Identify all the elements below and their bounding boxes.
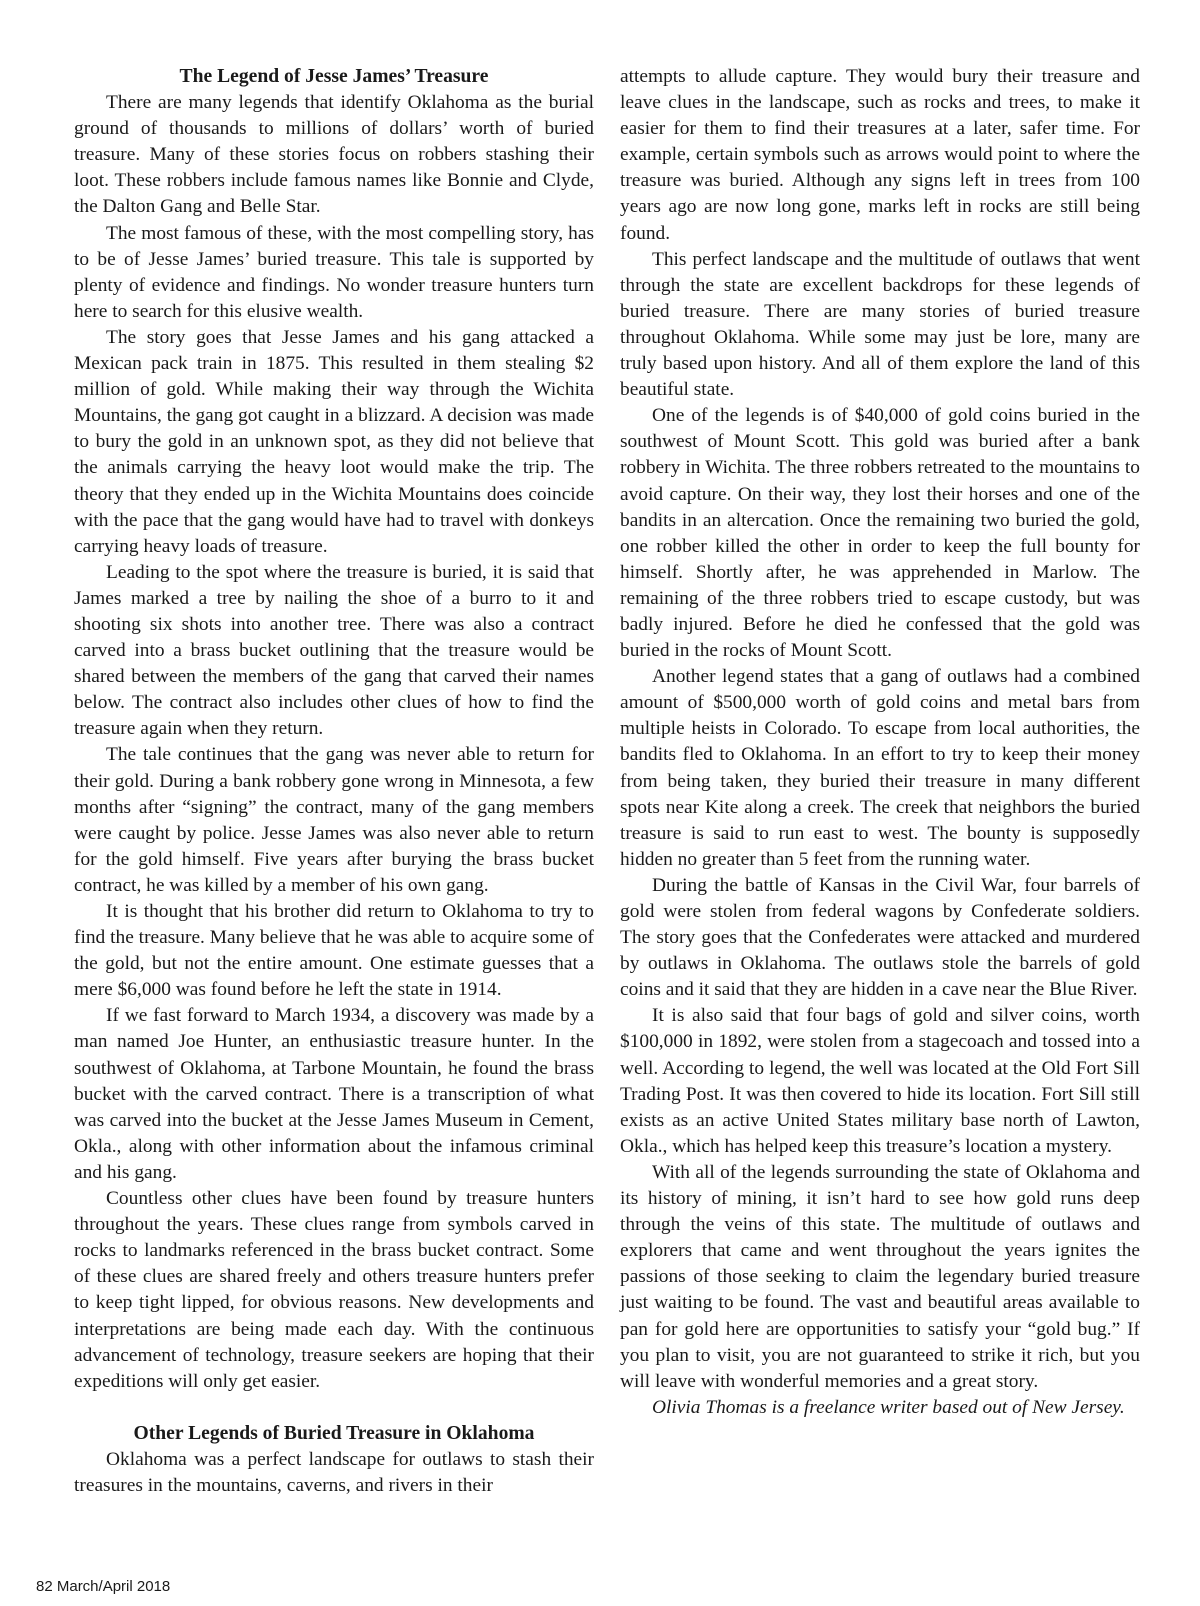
- left-column: [74, 64, 594, 1499]
- body-paragraph: The most famous of these, with the most compelling story, has to be of Jesse James’ buried treasure. This tale is supported by plenty of evidence and findings. No wonder treasure hunters turn here to search for this elusive wealth.: [74, 222, 594, 322]
- page-folio: 82 March/April 2018: [36, 1578, 171, 1595]
- body-paragraph: Countless other clues have been found by treasure hunters throughout the years. These clues range from symbols carved in rocks to landmarks referenced in the brass bucket contract. Some of these clues are shared freely and others treasure hunters prefer to keep tight lipped, for obvious reasons. New developments and interpretations are being made each day. With the continuous advancement of technology, treasure seekers are hoping that their expeditions will only get easier.: [74, 1188, 594, 1392]
- body-paragraph: There are many legends that identify Oklahoma as the burial ground of thousands to millions of dollars’ worth of buried treasure. Many of these stories focus on robbers stashing their loot. These robbers include famous names like Bonnie and Clyde, the Dalton Gang and Belle Star.: [74, 92, 594, 218]
- body-paragraph: This perfect landscape and the multitude of outlaws that went through the state are excellent backdrops for these legends of buried treasure. There are many stories of buried treasure throughout Oklahoma. While some may just be lore, many are truly based upon history. And all of them explore the land of this beautiful state.: [620, 248, 1140, 401]
- body-paragraph: One of the legends is of $40,000 of gold coins buried in the southwest of Mount Scott. This gold was buried after a bank robbery in Wichita. The three robbers retreated to the mountains to avoid capture. On their way, they lost their horses and one of the bandits in an altercation. Once the remaining two buried the gold, one robber killed the other in order to keep the full bounty for himself. Shortly after, he was apprehended in Marlow. The remaining of the three robbers tried to escape custody, but was badly injured. Before he died he confessed that the gold was buried in the rocks of Mount Scott.: [620, 405, 1140, 662]
- body-paragraph: Leading to the spot where the treasure is buried, it is said that James marked a tree by nailing the shoe of a burro to it and shooting six shots into another tree. There was also a contract carved into a brass bucket outlining that the treasure would be shared between the members of the gang that carved their names below. The contract also includes other clues of how to find the treasure again when they return.: [74, 561, 594, 740]
- body-paragraph: If we fast forward to March 1934, a discovery was made by a man named Joe Hunter, an enthusiastic treasure hunter. In the southwest of Oklahoma, at Tarbone Mountain, he found the brass bucket with the carved contract. There is a transcription of what was carved into the bucket at the Jesse James Museum in Cement, Okla., along with other information about the infamous criminal and his gang.: [74, 1005, 594, 1183]
- body-paragraph: Another legend states that a gang of outlaws had a combined amount of $500,000 worth of gold coins and metal bars from multiple heists in Colorado. To escape from local authorities, the bandits fled to Oklahoma. In an effort to try to keep their money from being taken, they buried their treasure in many different spots near Kite along a creek. The creek that neighbors the buried treasure is said to run east to west. The bounty is supposedly hidden no greater than 5 feet from the running water.: [620, 666, 1140, 870]
- continued-paragraph: attempts to allude capture. They would bury their treasure and leave clues in the landscape, such as rocks and trees, to make it easier for them to find their treasures at a later, safer time. For example, certain symbols such as arrows would point to where the treasure was buried. Although any signs left in trees from 100 years ago are now long gone, marks left in rocks are still being found.: [620, 66, 1140, 244]
- section-subheading: Other Legends of Buried Treasure in Oklahoma: [133, 1422, 535, 1444]
- right-column: [620, 64, 1140, 1421]
- article-title: The Legend of Jesse James’ Treasure: [179, 66, 489, 87]
- body-paragraph: It is thought that his brother did return to Oklahoma to try to find the treasure. Many believe that he was able to acquire some of the gold, but not the entire amount. One estimate guesses that a mere $6,000 was found before he left the state in 1914.: [74, 901, 594, 1001]
- body-paragraph: The story goes that Jesse James and his gang attacked a Mexican pack train in 1875. This resulted in them stealing $2 million of gold. While making their way through the Wichita Mountains, the gang got caught in a blizzard. A decision was made to bury the gold in an unknown spot, as they did not believe that the animals carrying the heavy loot would make the trip. The theory that they ended up in the Wichita Mountains does coincide with the pace that the gang would have had to travel with donkeys carrying heavy loads of treasure.: [74, 326, 594, 557]
- body-paragraph: Oklahoma was a perfect landscape for outlaws to stash their treasures in the mountains, caverns, and rivers in their: [74, 1448, 594, 1496]
- body-paragraph: It is also said that four bags of gold and silver coins, worth $100,000 in 1892, were stolen from a stagecoach and tossed into a well. According to legend, the well was located at the Old Fort Sill Trading Post. It was then covered to hide its location. Fort Sill still exists as an active United States military base north of Lawton, Okla., which has helped keep this treasure’s location a mystery.: [620, 1005, 1140, 1157]
- body-paragraph: During the battle of Kansas in the Civil War, four barrels of gold were stolen from federal wagons by Confederate soldiers. The story goes that the Confederates were attacked and murdered by outlaws in Oklahoma. The outlaws stole the barrels of gold coins and it said that they are hidden in a cave near the Blue River.: [620, 874, 1140, 1001]
- author-byline: Olivia Thomas is a freelance writer based out of New Jersey.: [652, 1396, 1125, 1418]
- body-paragraph: With all of the legends surrounding the state of Oklahoma and its history of mining, it isn’t hard to see how gold runs deep through the veins of this state. The multitude of outlaws and explorers that came and went throughout the years ignites the passions of those seeking to claim the legendary buried treasure just waiting to be found. The vast and beautiful areas available to pan for gold here are opportunities to satisfy your “gold bug.” If you plan to visit, you are not guaranteed to strike it rich, but you will leave with wonderful memories and a great story.: [620, 1161, 1140, 1392]
- body-paragraph: The tale continues that the gang was never able to return for their gold. During a bank robbery gone wrong in Minnesota, a few months after “signing” the contract, many of the gang members were caught by police. Jesse James was also never able to return for the gold himself. Five years after burying the brass bucket contract, he was killed by a member of his own gang.: [74, 744, 594, 896]
